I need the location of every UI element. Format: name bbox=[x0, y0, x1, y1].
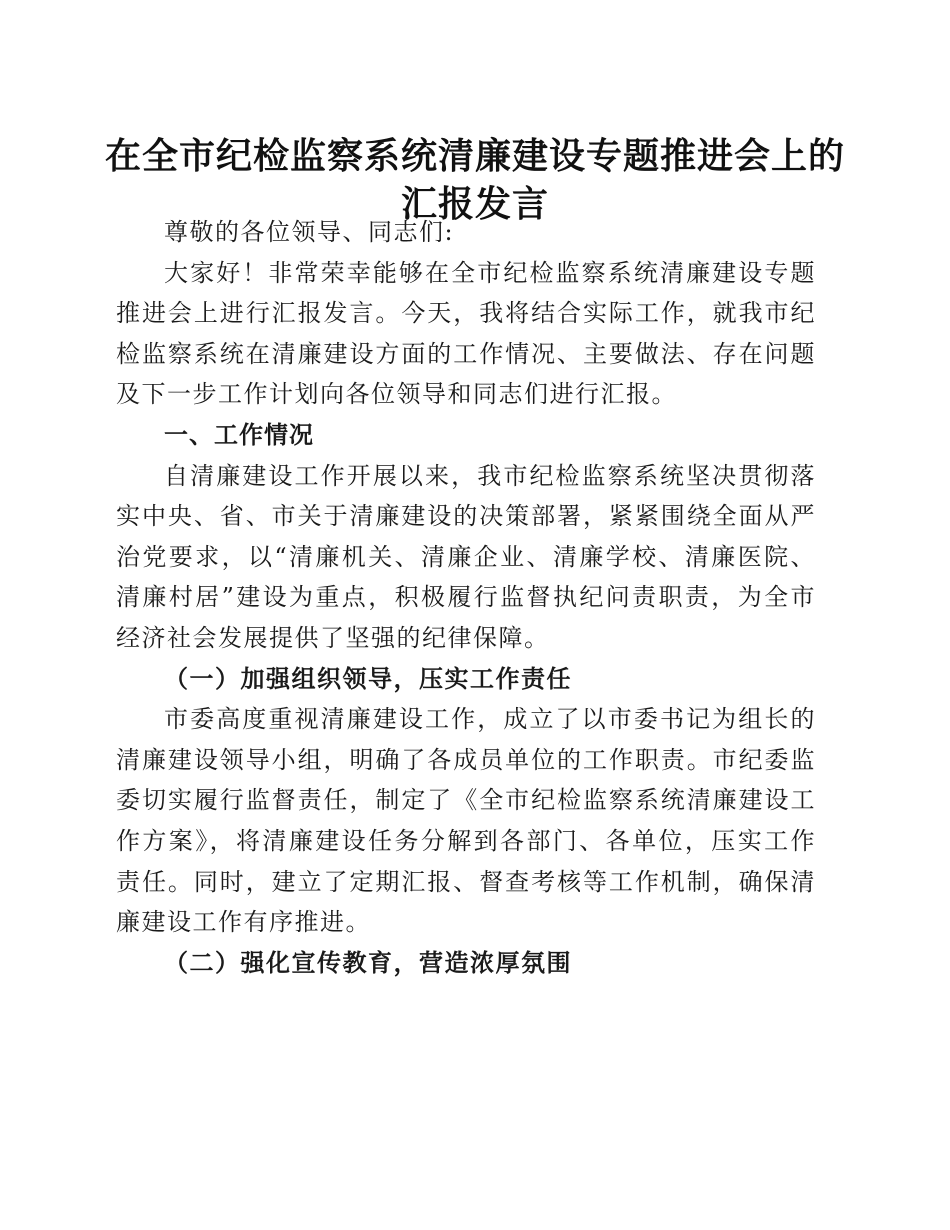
subsection-1-paragraph: 市委高度重视清廉建设工作，成立了以市委书记为组长的清廉建设领导小组，明确了各成员单位的工作职责。市纪委监委切实履行监督责任，制定了《全市纪检监察系统清廉建设工作方案》，将清廉建设任务分解到各部门、各单位，压实工作责任。同时，建立了定期汇报、督查考核等工作机制，确保清廉建设工作有序推进。 bbox=[116, 705, 816, 937]
subsection-2-heading: （二）强化宣传教育，营造浓厚氛围 bbox=[164, 947, 572, 977]
intro-paragraph: 大家好！非常荣幸能够在全市纪检监察系统清廉建设专题推进会上进行汇报发言。今天，我将结合实际工作，就我市纪检监察系统在清廉建设方面的工作情况、主要做法、存在问题及下一步工作计划向各位领导和同志们进行汇报。 bbox=[116, 258, 816, 409]
subsection-1-heading: （一）加强组织领导，压实工作责任 bbox=[164, 663, 572, 693]
document-body bbox=[116, 212, 816, 983]
section-1-paragraph: 自清廉建设工作开展以来，我市纪检监察系统坚决贯彻落实中央、省、市关于清廉建设的决策部署，紧紧围绕全面从严治党要求，以“清廉机关、清廉企业、清廉学校、清廉医院、清廉村居”建设为重点，积极履行监督执纪问责职责，为全市经济社会发展提供了坚强的纪律保障。 bbox=[116, 461, 816, 652]
salutation: 尊敬的各位领导、同志们: bbox=[164, 218, 455, 246]
section-1-heading: 一、工作情况 bbox=[164, 420, 314, 449]
title-line-2: 汇报发言 bbox=[400, 183, 549, 225]
title-line-1: 在全市纪检监察系统清廉建设专题推进会上的 bbox=[104, 135, 845, 177]
